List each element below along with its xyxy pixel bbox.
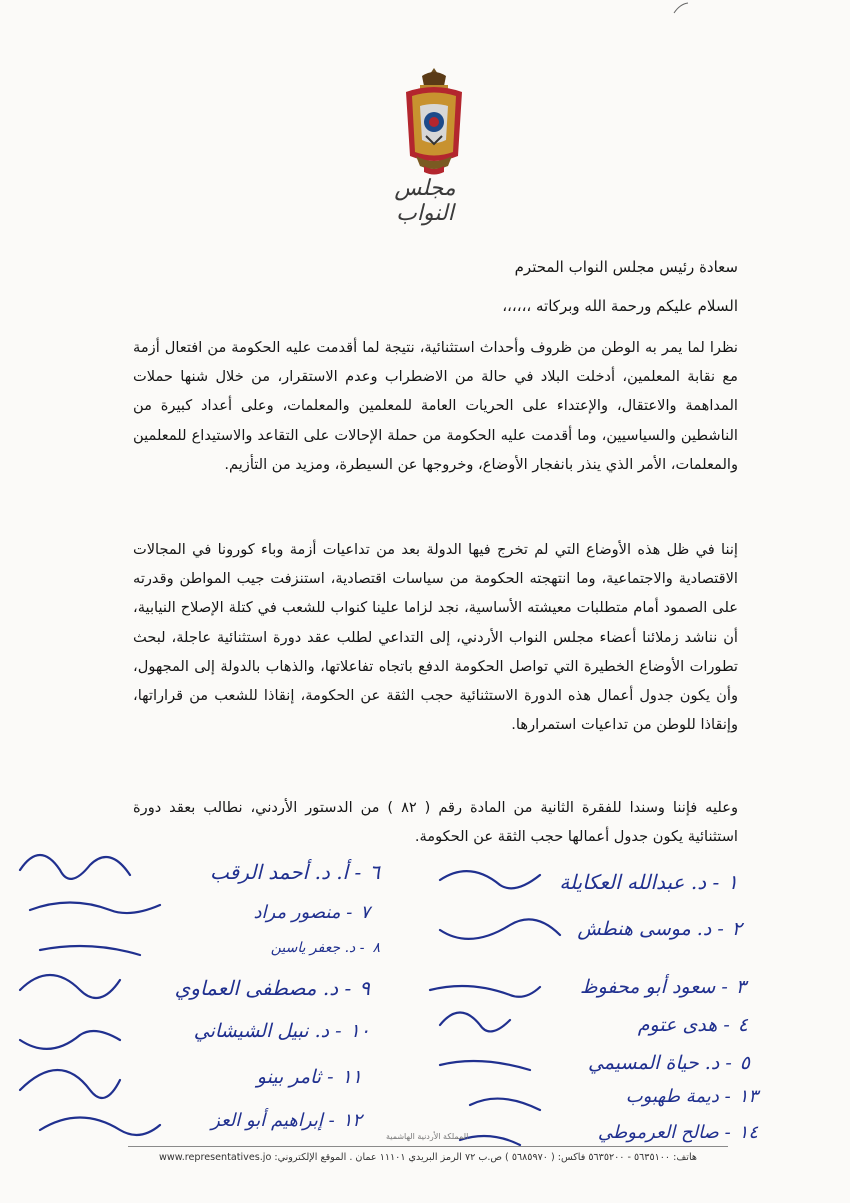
signature-left-8: ٨- د. جعفر ياسين	[270, 940, 380, 956]
signature-right-4: ٤- هدى عتوم	[637, 1014, 748, 1036]
signature-right-1: ١- د. عبدالله العكايلة	[559, 870, 738, 894]
signatures-block	[0, 840, 850, 1160]
greeting: السلام عليكم ورحمة الله وبركاته ،،،،،،	[502, 297, 738, 315]
signature-left-9: ٩- د. مصطفى العماوي	[174, 976, 370, 1000]
jordan-coat-of-arms-icon	[398, 66, 470, 182]
signature-left-6: ٦- أ. د. أحمد الرقب	[210, 860, 380, 884]
paragraph-3: وعليه فإننا وسندا للفقرة الثانية من المادة رقم ( ٨٢ ) من الدستور الأردني، نطالب بعقد دورة استثنائية يكون جدول أعمالها حجب الثقة عن الحكومة.	[133, 799, 738, 846]
signature-right-5: ٥- د. حياة المسيمي	[587, 1052, 750, 1074]
signature-right-13: ١٣- ديمة طهبوب	[625, 1086, 758, 1107]
signature-right-3: ٣- سعود أبو محفوظ	[580, 976, 746, 998]
signature-strokes-icon	[0, 840, 850, 1160]
footer-logo-text: المملكة الأردنية الهاشمية	[386, 1132, 469, 1141]
signature-left-7: ٧- منصور مراد	[253, 902, 370, 923]
signature-left-10: ١٠- د. نبيل الشيشاني	[193, 1020, 370, 1042]
signature-right-2: ٢- د. موسى هنطش	[577, 918, 742, 940]
corner-mark-icon	[672, 2, 690, 14]
addressee: سعادة رئيس مجلس النواب المحترم	[514, 258, 738, 276]
paragraph-2: إننا في ظل هذه الأوضاع التي لم تخرج فيها الدولة بعد من تداعيات أزمة وباء كورونا في المجالات الاقتصادية والاجتماعية، وما انتهجته الحكومة من سياسات اقتصادية، استنزفت جيب المواطن وقدرته على الصمود أمام متطلبات معيشته الأساسية، نجد لزاما علينا كنواب للشعب في كتلة الإصلاح النيابية، أن نناشد زملائنا أعضاء مجلس النواب الأردني، إلى التداعي لطلب عقد دورة استثنائية عاجلة، لبحث تطورات الأوضاع الخطيرة التي تواصل الحكومة الدفع باتجاه تفاعلاتها، والذهاب بالدولة إلى المجهول، وأن يكون جدول أعمال هذه الدورة الاستثنائية حجب الثقة عن الحكومة، إنقاذا للشعب من قراراتها، وإنقاذا للوطن من تداعيات استمرارها.	[133, 541, 738, 734]
footer-contact: هاتف: ٥٦٣٥١٠٠ - ٥٦٣٥٢٠٠ فاكس: ( ٥٦٨٥٩٧٠ ) ص.ب ٧٢ الرمز البريدي ١١١٠١ عمان . الموقع الإلكتروني: www.representatives.jo	[159, 1152, 697, 1163]
footer-divider	[128, 1146, 728, 1147]
signature-left-12: ١٢- إبراهيم أبو العز	[211, 1110, 362, 1131]
signature-right-14: ١٤- صالح العرموطي	[597, 1122, 758, 1143]
paragraph-1: نظرا لما يمر به الوطن من ظروف وأحداث استثنائية، نتيجة لما أقدمت عليه الحكومة من افتعال أزمة مع نقابة المعلمين، أدخلت البلاد في حالة من الاضطراب وعدم الاستقرار، من خلال شنها حملات المداهمة والاعتقال، والإعتداء على الحريات العامة للمعلمين والمعلمات، وعلى أعداد كبيرة من الناشطين والسياسيين، وما أقدمت عليه الحكومة من حملة الإحالات على التقاعد والاستيداع للمعلمين والمعلمات، الأمر الذي ينذر بانفجار الأوضاع، وخروجها عن السيطرة، ومزيد من التأزيم.	[133, 339, 738, 473]
parliament-name: مجلس النواب	[394, 176, 456, 226]
signature-left-11: ١١- ثامر بينو	[256, 1066, 362, 1088]
